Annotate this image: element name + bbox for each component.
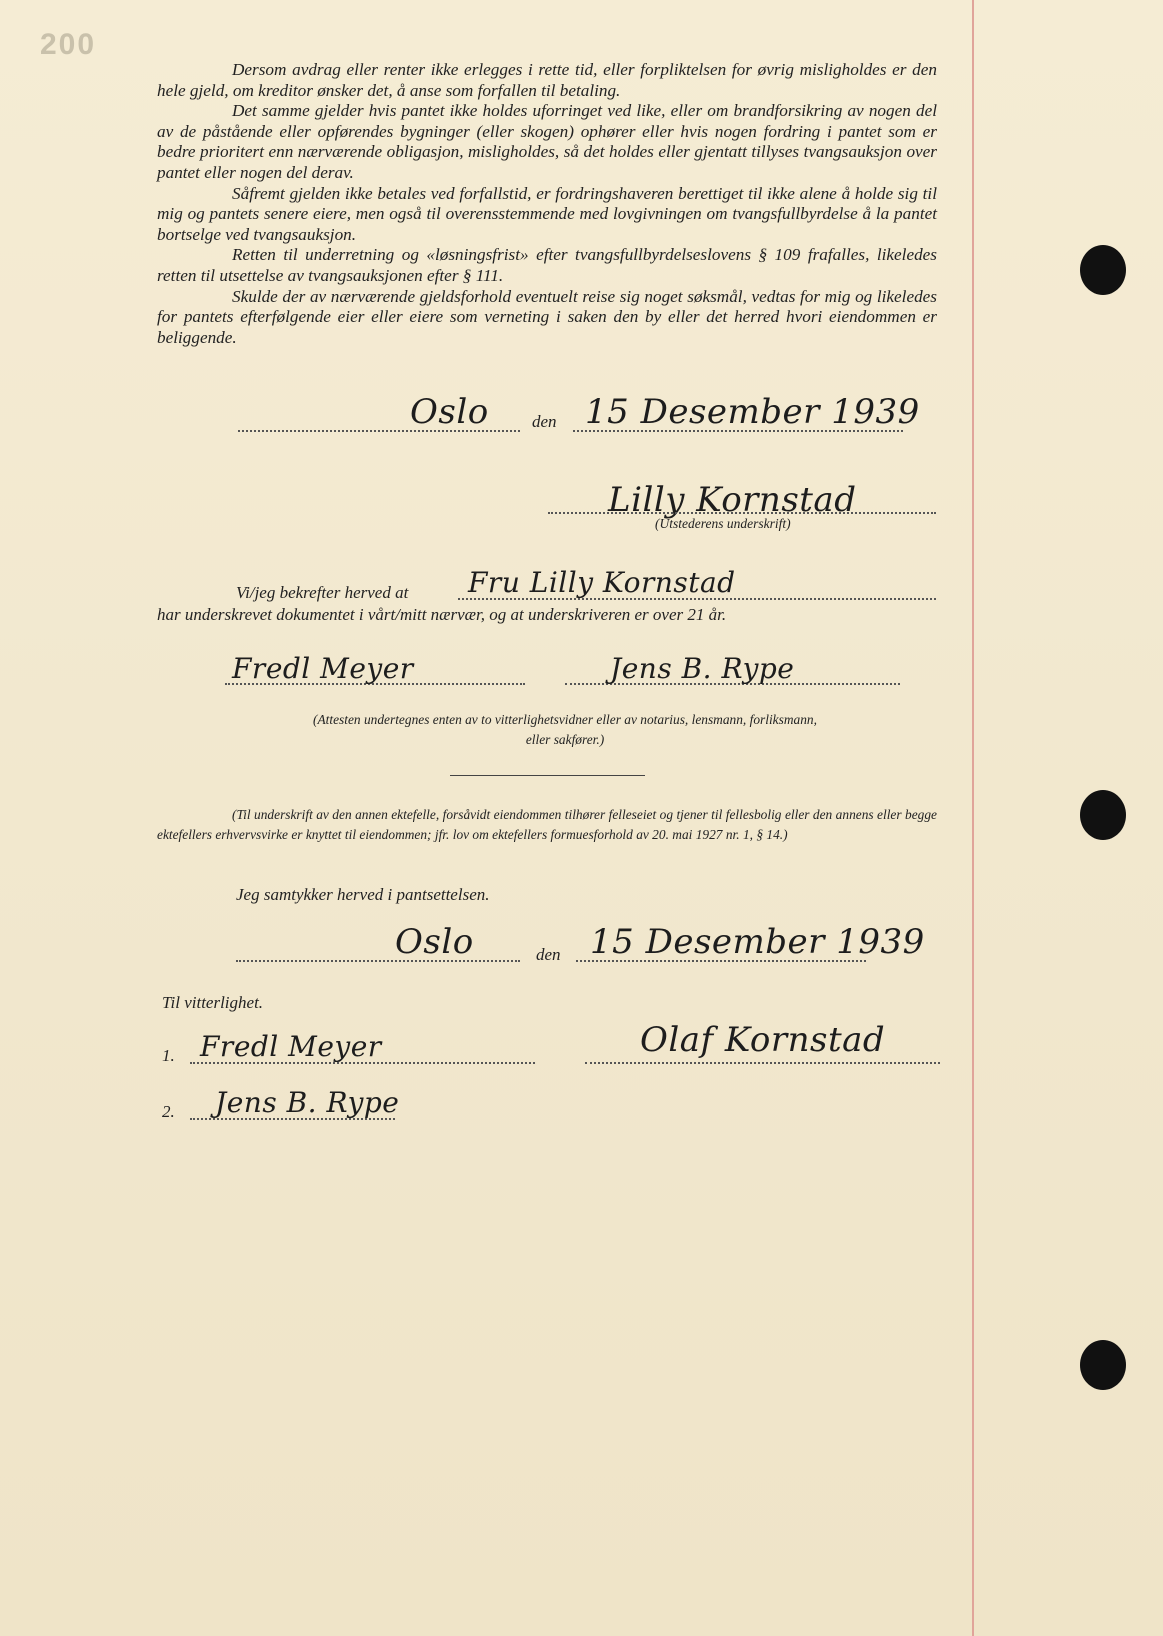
- witness2-signature: Jens B. Rype: [610, 652, 795, 685]
- confirm-name: Fru Lilly Kornstad: [468, 566, 736, 599]
- spouse-date: 15 Desember 1939: [590, 922, 925, 962]
- attest-note-line: (Attesten undertegnes enten av to vitterlighetsvidner eller av notarius, lensmann, forliksmann,: [313, 712, 817, 727]
- consent-text: Jeg samtykker herved i pantsettelsen.: [236, 885, 490, 904]
- spouse-signature: Olaf Kornstad: [640, 1020, 886, 1060]
- spouse-witness2-signature: Jens B. Rype: [215, 1086, 400, 1119]
- legal-paragraph: Såfremt gjelden ikke betales ved forfallstid, er fordringshaveren berettiget til ikke alene å holde sig til mig og pantets senere eiere, men også til overensstemmende med lovgivningen om tvangsfullbyrdelse å la pantet bortselge ved tvangsauksjon.: [157, 183, 937, 244]
- divider: [450, 775, 645, 776]
- legal-paragraph: Dersom avdrag eller renter ikke erlegges i rette tid, eller forpliktelsen for øvrig misligholdes er den hele gjeld, om kreditor ønsker det, å anse som forfallen til betaling.: [157, 60, 937, 100]
- witness1-signature: Fredl Meyer: [232, 652, 414, 685]
- issue-date: 15 Desember 1939: [585, 392, 920, 432]
- witness-number: 1.: [162, 1046, 175, 1065]
- legal-paragraph: Retten til underretning og «løsningsfrist» efter tvangsfullbyrdelseslovens § 109 frafalles, likeledes retten til utsettelse av tvangsauksjonen efter § 111.: [157, 245, 937, 285]
- place-line: [236, 960, 520, 962]
- margin-rule: [972, 0, 974, 1636]
- legal-paragraph: Det samme gjelder hvis pantet ikke holdes uforringet ved like, eller om brandforsikring av nogen del av de påstående eller opførendes bygninger (eller skogen) ophører eller hvis nogen fordring i pantet som er bedre prioritert enn nærværende obligasjon, misligholdes, så det holdes eller gjentatt tillyses tvangsauksjon over pantet eller nogen del derav.: [157, 101, 937, 182]
- legal-text: [157, 60, 937, 348]
- den-label: den: [532, 412, 557, 431]
- spouse-witness1-signature: Fredl Meyer: [200, 1030, 382, 1063]
- spouse-note: (Til underskrift av den annen ektefelle, forsåvidt eiendommen tilhører felleseiet og tjener til fellesbolig eller den annens eller begge ektefellers erhvervsvirke er knyttet til eiendommen; jfr. lov om ektefellers formuesforhold av 20. mai 1927 nr. 1, § 14.): [157, 807, 937, 842]
- signature-caption: (Utstederens underskrift): [655, 516, 791, 531]
- attest-note: [225, 710, 905, 750]
- den-label: den: [536, 945, 561, 964]
- witness-number: 2.: [162, 1102, 175, 1121]
- issue-place: Oslo: [410, 392, 489, 432]
- spouse-signature-line: [585, 1062, 940, 1064]
- legal-paragraph: Skulde der av nærværende gjeldsforhold eventuelt reise sig noget søksmål, vedtas for mig og likeledes for pantets efterfølgende eier eller eiere som verneting i saken den by eller det herred hvori eiendommen er beliggende.: [157, 286, 937, 347]
- punch-hole-icon: [1080, 790, 1126, 840]
- spouse-place: Oslo: [395, 922, 474, 962]
- signature-line: [548, 512, 936, 514]
- attest-note-line: eller sakfører.): [525, 732, 605, 747]
- confirm-suffix: har underskrevet dokumentet i vårt/mitt nærvær, og at underskriveren er over 21 år.: [157, 605, 727, 624]
- confirm-prefix: Vi/jeg bekrefter herved at: [236, 583, 409, 602]
- issuer-signature: Lilly Kornstad: [608, 480, 857, 520]
- punch-hole-icon: [1080, 1340, 1126, 1390]
- punch-hole-icon: [1080, 245, 1126, 295]
- page-number: 200: [40, 28, 97, 61]
- til-vitterlighet: Til vitterlighet.: [162, 993, 264, 1012]
